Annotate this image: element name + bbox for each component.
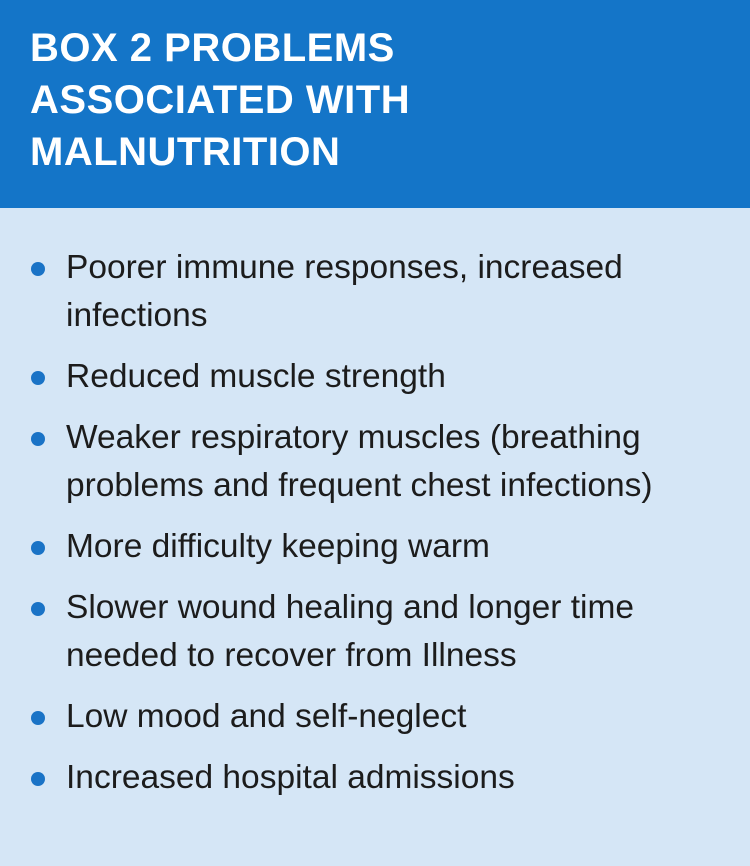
list-item-text: Weaker respiratory muscles (breathing problems and frequent chest infections): [66, 419, 653, 504]
list-item: [0, 523, 750, 571]
list-item: [0, 584, 750, 680]
bullet-icon: [31, 711, 45, 725]
box-title: BOX 2 PROBLEMS ASSOCIATED WITH MALNUTRITION: [30, 26, 411, 174]
list-item-text: Reduced muscle strength: [66, 358, 446, 395]
bullet-icon: [31, 602, 45, 616]
list-item-text: More difficulty keeping warm: [66, 528, 490, 565]
list-item: [0, 414, 750, 510]
list-item: [0, 754, 750, 802]
list-item-text: Increased hospital admissions: [66, 759, 515, 796]
list-item: [0, 693, 750, 741]
list-item-text: Poorer immune responses, increased infections: [66, 249, 623, 334]
list-item-text: Slower wound healing and longer time needed to recover from Illness: [66, 589, 634, 674]
bullet-icon: [31, 371, 45, 385]
problems-list: [0, 244, 750, 815]
bullet-icon: [31, 432, 45, 446]
list-item: [0, 244, 750, 340]
bullet-icon: [31, 262, 45, 276]
list-item: [0, 353, 750, 401]
bullet-icon: [31, 541, 45, 555]
box-header: [0, 0, 750, 208]
list-item-text: Low mood and self-neglect: [66, 698, 467, 735]
bullet-icon: [31, 772, 45, 786]
